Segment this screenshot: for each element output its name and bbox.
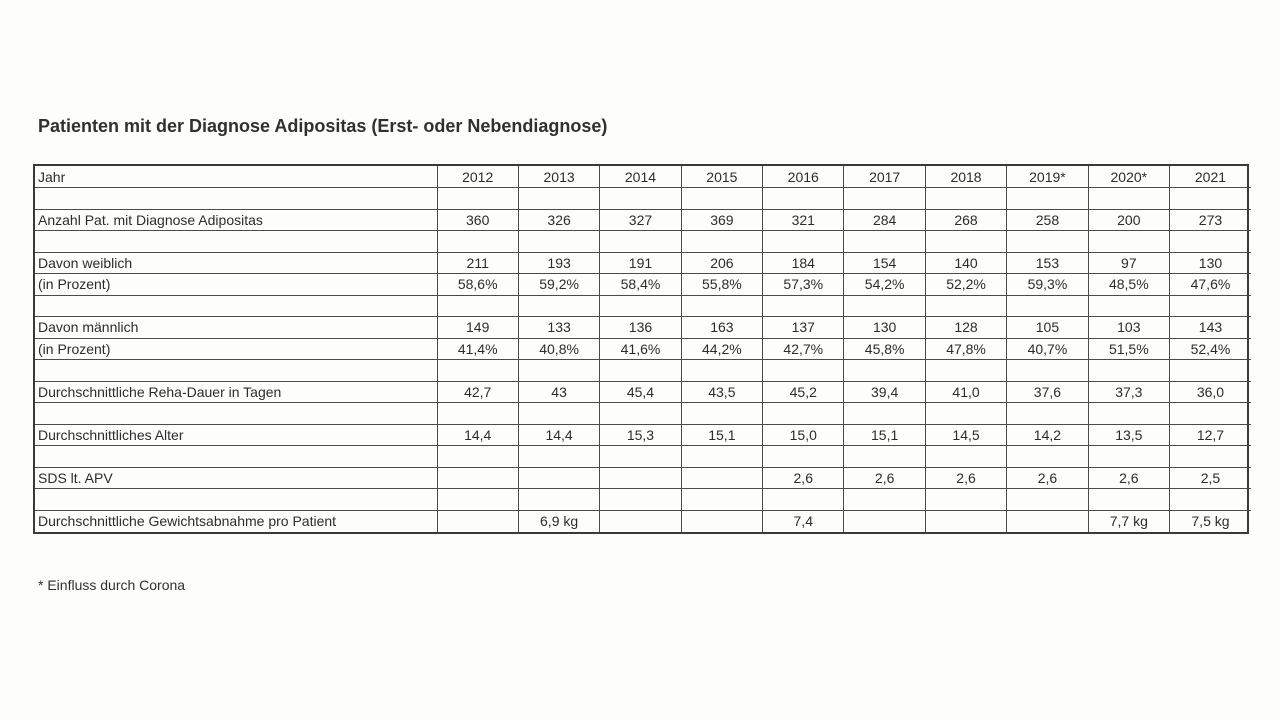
row-value — [600, 467, 681, 489]
spacer-cell — [437, 295, 518, 317]
row-value: 2,5 — [1170, 467, 1251, 489]
spacer-cell — [1170, 295, 1251, 317]
spacer-cell — [681, 403, 762, 425]
spacer-cell — [35, 446, 437, 468]
row-value: 133 — [518, 317, 599, 339]
spacer-cell — [763, 446, 844, 468]
header-year: 2015 — [681, 166, 762, 188]
row-value: 55,8% — [681, 274, 762, 296]
row-value: 42,7 — [437, 381, 518, 403]
spacer-cell — [600, 360, 681, 382]
row-value: 105 — [1007, 317, 1088, 339]
row-value: 2,6 — [1088, 467, 1169, 489]
header-year: 2017 — [844, 166, 925, 188]
row-value: 15,3 — [600, 424, 681, 446]
row-value: 258 — [1007, 209, 1088, 231]
row-value: 14,2 — [1007, 424, 1088, 446]
row-label: Durchschnittliche Gewichtsabnahme pro Patient — [35, 510, 437, 532]
row-label: Durchschnittliche Reha-Dauer in Tagen — [35, 381, 437, 403]
table-row — [35, 467, 1251, 489]
spacer-cell — [600, 231, 681, 253]
table-row — [35, 209, 1251, 231]
spacer-cell — [35, 403, 437, 425]
spacer-cell — [35, 489, 437, 511]
spacer-cell — [437, 489, 518, 511]
spacer-cell — [35, 360, 437, 382]
row-value: 14,4 — [437, 424, 518, 446]
spacer-row — [35, 489, 1251, 511]
spacer-cell — [925, 403, 1006, 425]
row-value: 128 — [925, 317, 1006, 339]
row-value — [437, 467, 518, 489]
row-value — [1007, 510, 1088, 532]
row-value — [681, 467, 762, 489]
spacer-cell — [437, 188, 518, 210]
row-label: Davon männlich — [35, 317, 437, 339]
spacer-cell — [925, 360, 1006, 382]
footnote: * Einfluss durch Corona — [38, 577, 186, 593]
row-value: 326 — [518, 209, 599, 231]
row-value: 211 — [437, 252, 518, 274]
row-value: 153 — [1007, 252, 1088, 274]
spacer-cell — [681, 231, 762, 253]
spacer-cell — [681, 295, 762, 317]
row-value — [681, 510, 762, 532]
row-value: 6,9 kg — [518, 510, 599, 532]
row-value: 184 — [763, 252, 844, 274]
spacer-cell — [1007, 295, 1088, 317]
spacer-cell — [763, 188, 844, 210]
row-value: 15,1 — [681, 424, 762, 446]
row-value: 163 — [681, 317, 762, 339]
spacer-cell — [1088, 360, 1169, 382]
spacer-cell — [1088, 231, 1169, 253]
row-value: 47,8% — [925, 338, 1006, 360]
row-value: 48,5% — [1088, 274, 1169, 296]
row-value: 52,2% — [925, 274, 1006, 296]
spacer-cell — [1170, 231, 1251, 253]
row-value: 54,2% — [844, 274, 925, 296]
row-value: 58,6% — [437, 274, 518, 296]
row-value: 41,6% — [600, 338, 681, 360]
spacer-cell — [1007, 489, 1088, 511]
row-label: (in Prozent) — [35, 338, 437, 360]
row-value: 360 — [437, 209, 518, 231]
spacer-cell — [1170, 403, 1251, 425]
row-value: 7,5 kg — [1170, 510, 1251, 532]
spacer-cell — [518, 188, 599, 210]
spacer-cell — [1007, 403, 1088, 425]
row-value — [925, 510, 1006, 532]
row-value: 45,8% — [844, 338, 925, 360]
row-value: 14,4 — [518, 424, 599, 446]
row-value: 136 — [600, 317, 681, 339]
row-value: 42,7% — [763, 338, 844, 360]
row-value: 193 — [518, 252, 599, 274]
spacer-cell — [437, 403, 518, 425]
row-value: 40,7% — [1007, 338, 1088, 360]
row-value: 273 — [1170, 209, 1251, 231]
spacer-cell — [1170, 489, 1251, 511]
spacer-cell — [1007, 446, 1088, 468]
header-year: 2014 — [600, 166, 681, 188]
header-year: 2021 — [1170, 166, 1251, 188]
spacer-cell — [1007, 188, 1088, 210]
data-table — [33, 164, 1249, 534]
spacer-cell — [600, 446, 681, 468]
row-value: 36,0 — [1170, 381, 1251, 403]
row-value: 45,4 — [600, 381, 681, 403]
spacer-cell — [518, 446, 599, 468]
row-value: 47,6% — [1170, 274, 1251, 296]
row-value: 103 — [1088, 317, 1169, 339]
row-value — [437, 510, 518, 532]
spacer-cell — [763, 489, 844, 511]
spacer-row — [35, 231, 1251, 253]
row-value: 37,3 — [1088, 381, 1169, 403]
row-value: 59,3% — [1007, 274, 1088, 296]
spacer-cell — [1170, 188, 1251, 210]
spacer-cell — [437, 231, 518, 253]
spacer-cell — [925, 188, 1006, 210]
row-value: 327 — [600, 209, 681, 231]
spacer-cell — [1088, 403, 1169, 425]
row-value: 149 — [437, 317, 518, 339]
row-value: 43 — [518, 381, 599, 403]
row-value: 39,4 — [844, 381, 925, 403]
spacer-cell — [844, 295, 925, 317]
spacer-cell — [681, 446, 762, 468]
row-value: 45,2 — [763, 381, 844, 403]
spacer-cell — [35, 231, 437, 253]
spacer-cell — [844, 188, 925, 210]
spacer-cell — [600, 489, 681, 511]
spacer-cell — [437, 446, 518, 468]
spacer-cell — [681, 489, 762, 511]
table-row — [35, 317, 1251, 339]
row-label: Anzahl Pat. mit Diagnose Adipositas — [35, 209, 437, 231]
spacer-cell — [1170, 360, 1251, 382]
row-value: 52,4% — [1170, 338, 1251, 360]
row-value: 7,7 kg — [1088, 510, 1169, 532]
row-value: 7,4 — [763, 510, 844, 532]
row-value: 15,1 — [844, 424, 925, 446]
row-value: 130 — [1170, 252, 1251, 274]
spacer-row — [35, 295, 1251, 317]
spacer-cell — [518, 489, 599, 511]
spacer-cell — [681, 360, 762, 382]
spacer-cell — [763, 360, 844, 382]
spacer-row — [35, 360, 1251, 382]
row-value: 57,3% — [763, 274, 844, 296]
row-value: 284 — [844, 209, 925, 231]
row-value: 2,6 — [925, 467, 1006, 489]
row-value: 2,6 — [844, 467, 925, 489]
table-row — [35, 338, 1251, 360]
spacer-cell — [1088, 188, 1169, 210]
row-value: 15,0 — [763, 424, 844, 446]
spacer-cell — [1088, 446, 1169, 468]
row-value — [600, 510, 681, 532]
spacer-cell — [600, 403, 681, 425]
spacer-cell — [600, 188, 681, 210]
row-value: 97 — [1088, 252, 1169, 274]
row-value: 2,6 — [1007, 467, 1088, 489]
spacer-cell — [844, 403, 925, 425]
row-value: 369 — [681, 209, 762, 231]
row-value — [844, 510, 925, 532]
row-value: 137 — [763, 317, 844, 339]
spacer-cell — [681, 188, 762, 210]
spacer-row — [35, 188, 1251, 210]
header-year: 2013 — [518, 166, 599, 188]
spacer-cell — [35, 295, 437, 317]
spacer-cell — [600, 295, 681, 317]
row-value: 130 — [844, 317, 925, 339]
spacer-cell — [518, 231, 599, 253]
table-row — [35, 424, 1251, 446]
spacer-cell — [844, 360, 925, 382]
row-value: 2,6 — [763, 467, 844, 489]
row-value — [518, 467, 599, 489]
table-row — [35, 381, 1251, 403]
row-value: 43,5 — [681, 381, 762, 403]
row-label: (in Prozent) — [35, 274, 437, 296]
row-value: 51,5% — [1088, 338, 1169, 360]
row-value: 206 — [681, 252, 762, 274]
spacer-cell — [35, 188, 437, 210]
row-value: 268 — [925, 209, 1006, 231]
header-label: Jahr — [35, 166, 437, 188]
row-value: 143 — [1170, 317, 1251, 339]
spacer-cell — [925, 489, 1006, 511]
spacer-cell — [844, 489, 925, 511]
spacer-cell — [925, 231, 1006, 253]
header-year: 2020* — [1088, 166, 1169, 188]
table-row — [35, 252, 1251, 274]
spacer-row — [35, 446, 1251, 468]
row-label: SDS lt. APV — [35, 467, 437, 489]
row-value: 44,2% — [681, 338, 762, 360]
row-value: 14,5 — [925, 424, 1006, 446]
spacer-cell — [518, 403, 599, 425]
spacer-cell — [1007, 360, 1088, 382]
row-value: 41,0 — [925, 381, 1006, 403]
spacer-cell — [763, 403, 844, 425]
row-value: 191 — [600, 252, 681, 274]
spacer-cell — [925, 295, 1006, 317]
row-value: 13,5 — [1088, 424, 1169, 446]
spacer-cell — [518, 360, 599, 382]
header-year: 2018 — [925, 166, 1006, 188]
row-value: 321 — [763, 209, 844, 231]
table-header-row — [35, 166, 1251, 188]
row-value: 154 — [844, 252, 925, 274]
spacer-cell — [844, 231, 925, 253]
spacer-cell — [1088, 295, 1169, 317]
row-value: 58,4% — [600, 274, 681, 296]
header-year: 2019* — [1007, 166, 1088, 188]
spacer-cell — [763, 231, 844, 253]
spacer-cell — [1088, 489, 1169, 511]
spacer-cell — [1170, 446, 1251, 468]
row-label: Durchschnittliches Alter — [35, 424, 437, 446]
row-value: 200 — [1088, 209, 1169, 231]
row-value: 37,6 — [1007, 381, 1088, 403]
spacer-row — [35, 403, 1251, 425]
table-row — [35, 274, 1251, 296]
row-value: 12,7 — [1170, 424, 1251, 446]
header-year: 2016 — [763, 166, 844, 188]
spacer-cell — [1007, 231, 1088, 253]
spacer-cell — [844, 446, 925, 468]
row-value: 40,8% — [518, 338, 599, 360]
row-label: Davon weiblich — [35, 252, 437, 274]
row-value: 41,4% — [437, 338, 518, 360]
header-year: 2012 — [437, 166, 518, 188]
spacer-cell — [437, 360, 518, 382]
spacer-cell — [763, 295, 844, 317]
table-row — [35, 510, 1251, 532]
spacer-cell — [518, 295, 599, 317]
spacer-cell — [925, 446, 1006, 468]
page-title: Patienten mit der Diagnose Adipositas (Erst- oder Nebendiagnose) — [38, 116, 608, 136]
row-value: 140 — [925, 252, 1006, 274]
row-value: 59,2% — [518, 274, 599, 296]
